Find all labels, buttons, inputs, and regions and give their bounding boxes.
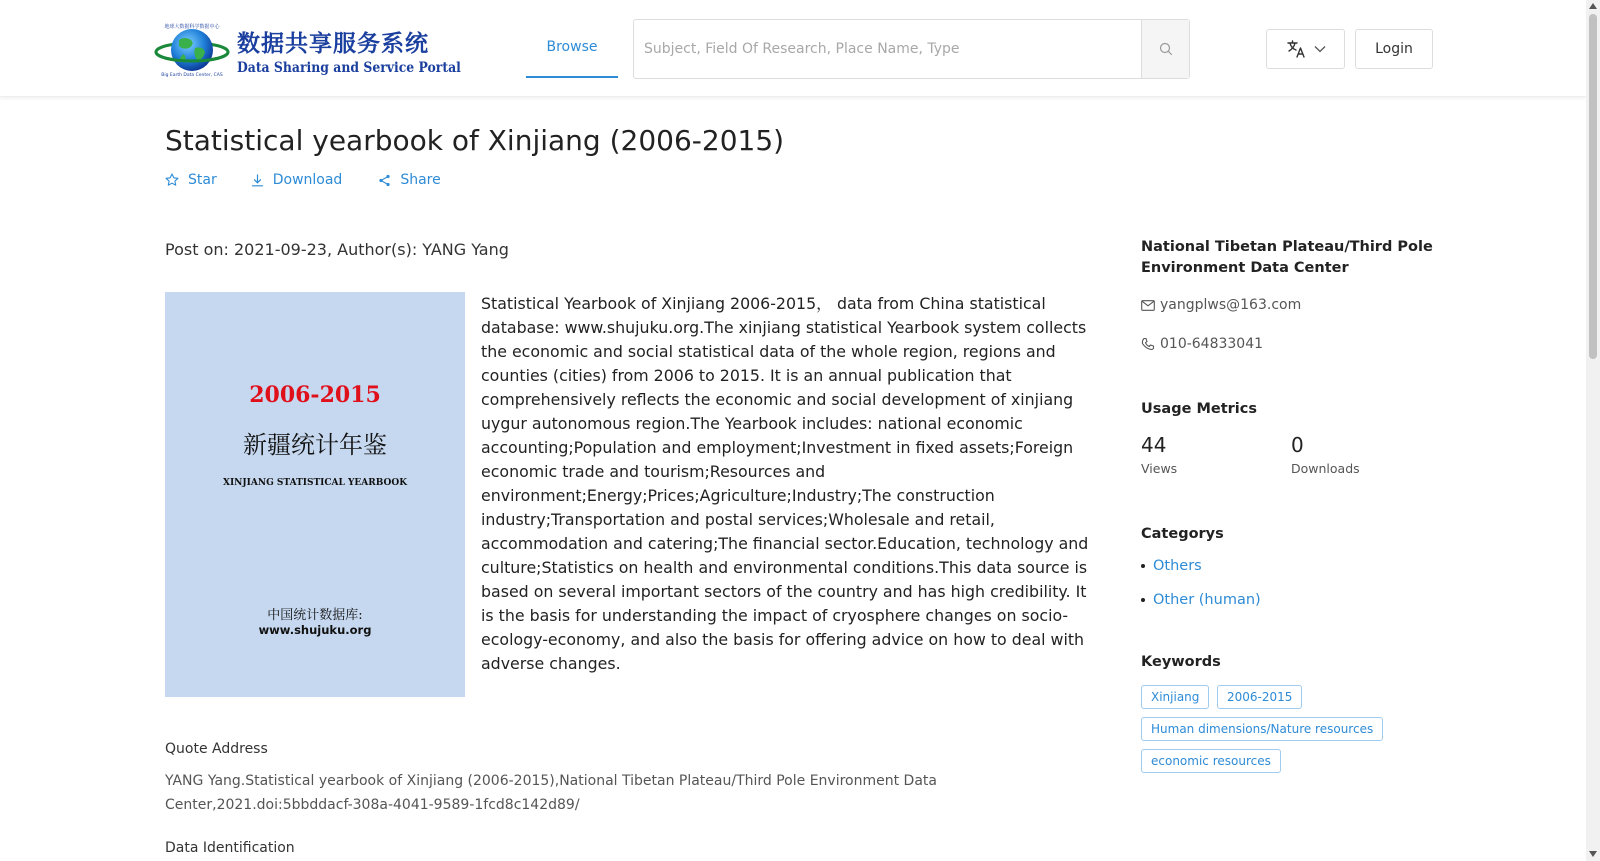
keyword-tag[interactable]: 2006-2015 [1217, 685, 1302, 709]
download-button[interactable] [251, 172, 343, 188]
globe-arc-text: 地球大数据科学数据中心 [164, 24, 220, 30]
globe-logo-icon [153, 22, 231, 78]
keyword-tag[interactable]: Human dimensions/Nature resources [1141, 717, 1383, 741]
data-identification-label: Data Identification [165, 840, 295, 856]
dataset-actions [165, 172, 441, 188]
views-count: 44 [1141, 433, 1167, 457]
quote-address-text: YANG Yang.Statistical yearbook of Xinjiang (2006-2015),National Tibetan Plateau/Third Pole Environment Data Center,2021.doi:5bbddacf-308a-4041-9589-1fcd8c142d89/ [165, 773, 937, 813]
data-center-name: National Tibetan Plateau/Third Pole Environment Data Center [1141, 239, 1433, 276]
download-label: Download [272, 172, 343, 188]
bullet-icon [1141, 564, 1145, 568]
keyword-tag[interactable]: economic resources [1141, 749, 1281, 773]
cover-english-title: XINJIANG STATISTICAL YEARBOOK [222, 478, 408, 488]
contact-email-text: yangplws@163.com [1160, 297, 1302, 313]
usage-metrics-heading: Usage Metrics [1141, 401, 1257, 417]
star-icon [165, 173, 179, 187]
logo-chinese-name: 数据共享服务系统 [237, 30, 429, 57]
bullet-icon [1141, 598, 1145, 602]
cover-years: 2006-2015 [249, 382, 381, 408]
dataset-description: Statistical Yearbook of Xinjiang 2006-2015， data from China statistical database: www.shujuku.org.The xinjiang statistical Yearbook system collects the economic and social statistical data of the whole region, regions and counties (cities) from 2006 to 2015. It is an annual publication that comprehensively reflects the economic and social development of xinjiang uygur autonomous region.The Yearbook includes: national economic accounting;Population and employment;Investment in fixed assets;Foreign economic trade and tourism;Resources and environment;Energy;Prices;Agriculture;Industry;The construction industry;Transportation and postal services;Wholesale and retail, accommodation and catering;The financial sector.Education, technology and culture;Statistics on health and environmental conditions.This data source is based on several important sectors of the country and has high credibility. It is the basis for understanding the impact of cryosphere changes on socio-ecology-economy, and also the basis for offering advice on how to deal with adverse changes. [481, 294, 1089, 673]
category-label: Others [1153, 558, 1202, 574]
search-input[interactable] [634, 20, 1141, 78]
share-button[interactable] [378, 172, 440, 188]
scrollbar-thumb[interactable] [1589, 14, 1597, 359]
views-label: Views [1141, 461, 1178, 476]
metric-downloads [1291, 433, 1360, 476]
keyword-tag[interactable]: Xinjiang [1141, 685, 1209, 709]
category-link[interactable] [1141, 558, 1202, 574]
cover-db-url: www.shujuku.org [258, 623, 372, 637]
site-header [0, 0, 1586, 97]
contact-phone [1141, 336, 1263, 352]
phone-icon [1141, 337, 1155, 351]
category-link[interactable] [1141, 592, 1261, 608]
category-label: Other (human) [1153, 592, 1261, 608]
page-title: Statistical yearbook of Xinjiang (2006-2015) [165, 124, 785, 157]
scroll-down-arrow-icon[interactable] [1589, 851, 1597, 857]
scroll-up-arrow-icon[interactable] [1589, 3, 1597, 9]
search-button[interactable] [1141, 20, 1189, 78]
star-button[interactable] [165, 172, 217, 188]
downloads-label: Downloads [1291, 461, 1360, 476]
downloads-count: 0 [1291, 433, 1304, 457]
download-icon [251, 174, 264, 187]
metric-views [1141, 433, 1177, 476]
search-bar [633, 19, 1190, 79]
cover-chinese-title: 新疆统计年鉴 [243, 431, 387, 459]
nav-browse-tab[interactable]: Browse [526, 18, 618, 78]
mail-icon [1141, 300, 1155, 311]
site-logo[interactable] [153, 20, 461, 80]
login-button[interactable]: Login [1355, 29, 1433, 69]
page-scrollbar[interactable] [1586, 0, 1600, 861]
language-switcher-button[interactable] [1266, 29, 1345, 69]
dataset-cover-image [165, 292, 465, 697]
categories-heading: Categorys [1141, 526, 1224, 542]
cover-db-label: 中国统计数据库: [267, 608, 363, 623]
post-meta: Post on: 2021-09-23, Author(s): YANG Yang [165, 240, 509, 259]
logo-english-name: Data Sharing and Service Portal [237, 59, 461, 76]
contact-phone-text: 010-64833041 [1160, 336, 1264, 352]
star-label: Star [188, 172, 217, 188]
chevron-down-icon [1314, 45, 1326, 53]
globe-bottom-text: Big Earth Data Center, CAS [161, 73, 223, 78]
search-icon [1159, 42, 1173, 56]
share-icon [378, 174, 391, 187]
translate-icon [1286, 40, 1306, 58]
quote-address-label: Quote Address [165, 741, 268, 757]
contact-email [1141, 297, 1301, 313]
keywords-heading: Keywords [1141, 654, 1221, 670]
share-label: Share [400, 172, 441, 188]
